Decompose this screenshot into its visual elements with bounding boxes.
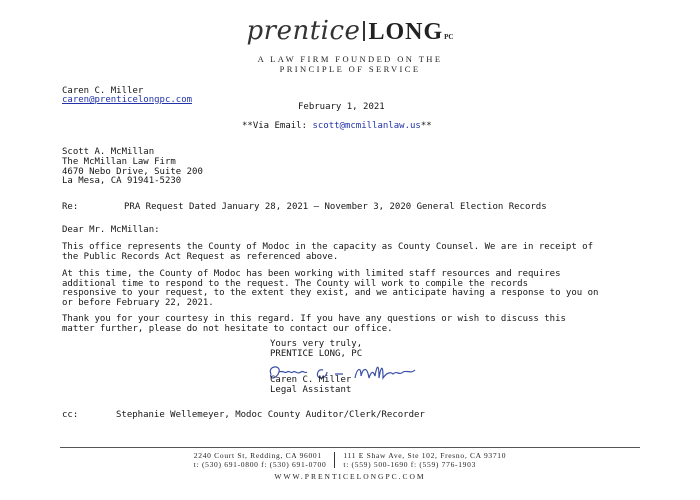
paragraph-1-line-2: the Public Records Act Request as referenced above. <box>62 251 339 262</box>
footer-fresno-address: 111 E Shaw Ave, Ste 102, Fresno, CA 93710 <box>343 451 507 460</box>
sender-name: Caren C. Miller <box>62 86 144 96</box>
re-label: Re: <box>62 202 79 212</box>
re-subject: PRA Request Dated January 28, 2021 – November 3, 2020 General Election Records <box>124 202 547 212</box>
footer-fresno-phone: t: (559) 500-1690 f: (559) 776-1903 <box>343 459 477 469</box>
paragraph-2 <box>62 270 598 308</box>
recipient-email-link[interactable]: scott@mcmillanlaw.us <box>312 121 421 131</box>
sender-email-link[interactable]: caren@prenticelongpc.com <box>62 95 193 105</box>
recipient-street: 4670 Nebo Drive, Suite 200 <box>62 166 203 177</box>
cc-label: cc: <box>62 410 79 420</box>
delivery-method <box>242 121 432 131</box>
footer-fresno-office <box>343 452 506 469</box>
footer-redding-office <box>194 452 327 469</box>
logo-divider <box>363 21 365 41</box>
footer-divider <box>60 447 640 448</box>
paragraph-2-line-4: or before February 22, 2021. <box>62 297 214 308</box>
signer-name: Caren C. Miller <box>270 375 352 385</box>
cc-recipient: Stephanie Wellemeyer, Modoc County Auditor/Clerk/Recorder <box>116 410 425 420</box>
footer-redding-phone: t: (530) 691-0800 f: (530) 691-0700 <box>193 459 327 469</box>
tagline <box>0 54 700 74</box>
recipient-city: La Mesa, CA 91941-5230 <box>62 176 182 187</box>
recipient-address <box>62 148 203 187</box>
closing <box>270 340 362 359</box>
paragraph-1-line-1: This office represents the County of Modoc in the capacity as County Counsel. We are in receipt of <box>62 242 594 252</box>
logo-text-prentice: prentice <box>246 16 361 46</box>
closing-line-1: Yours very truly, <box>270 339 363 349</box>
paragraph-2-line-2: additional time to respond to the request. The County will work to compile the records <box>62 278 528 289</box>
footer-redding-address: 2240 Court St, Redding, CA 96001 <box>193 451 322 460</box>
signer-title: Legal Assistant <box>270 384 352 395</box>
delivery-prefix: **Via Email: <box>242 121 313 131</box>
paragraph-3-line-2: matter further, please do not hesitate to contact our office. <box>62 323 393 334</box>
signer-block <box>270 376 351 395</box>
footer-addresses <box>0 452 700 469</box>
footer-separator <box>334 452 335 468</box>
letterhead <box>0 18 700 74</box>
logo-text-long: LONG <box>368 19 444 45</box>
footer-website[interactable]: WWW.PRENTICELONGPC.COM <box>274 472 426 481</box>
letter-date: February 1, 2021 <box>298 102 385 112</box>
recipient-name: Scott A. McMillan <box>62 147 155 157</box>
paragraph-2-line-3: responsive to your request, to the extent they exist, and we anticipate having a response to you on <box>62 288 599 299</box>
closing-firm-name: PRENTICE LONG, PC <box>270 348 363 359</box>
tagline-line-2: PRINCIPLE OF SERVICE <box>279 64 421 74</box>
logo-text-pc: PC <box>444 33 454 41</box>
firm-logo <box>247 18 454 50</box>
paragraph-1 <box>62 243 593 262</box>
paragraph-3-line-1: Thank you for your courtesy in this regard. If you have any questions or wish to discuss this <box>62 314 566 324</box>
paragraph-3 <box>62 315 566 334</box>
recipient-firm: The McMillan Law Firm <box>62 156 176 167</box>
tagline-line-1: A LAW FIRM FOUNDED ON THE <box>257 54 443 64</box>
salutation: Dear Mr. McMillan: <box>62 225 160 235</box>
paragraph-2-line-1: At this time, the County of Modoc has been working with limited staff resources and requires <box>62 269 561 279</box>
delivery-suffix: ** <box>420 121 432 131</box>
